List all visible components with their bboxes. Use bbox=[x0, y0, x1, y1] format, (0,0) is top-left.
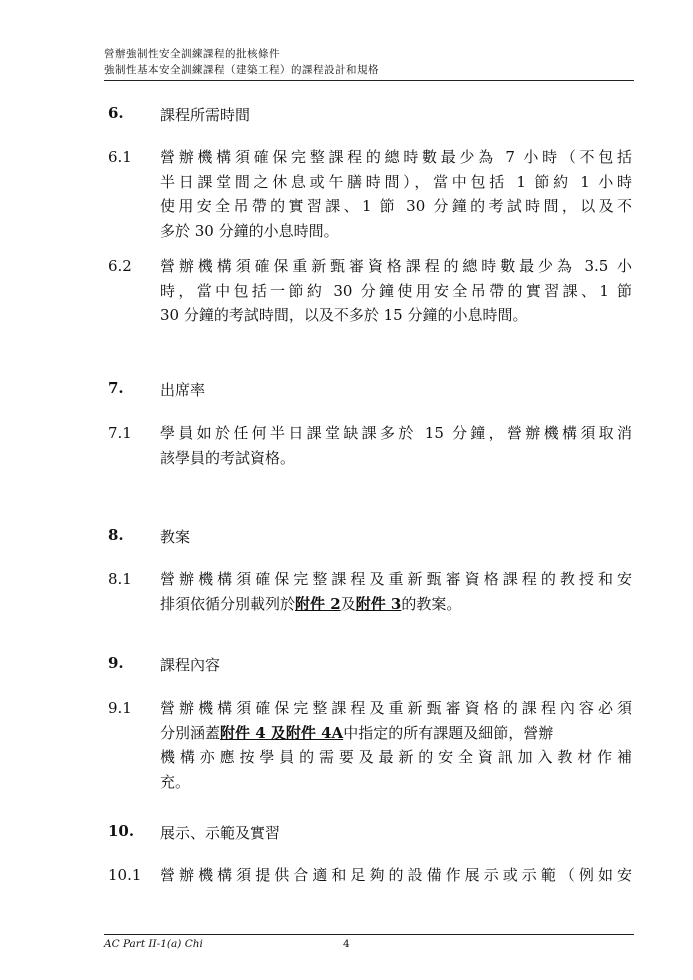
text-segment: 中指定的所有課題及細節，營辦 bbox=[343, 723, 554, 742]
section-title: 教案 bbox=[160, 528, 191, 546]
section-number: 10. bbox=[108, 822, 135, 840]
header-divider bbox=[104, 80, 634, 81]
text-line: 時，當中包括一節約 30 分鐘使用安全吊帶的實習課、1 節 bbox=[160, 281, 632, 300]
section-number: 7. bbox=[108, 379, 124, 397]
text-line: 半日課堂間之休息或午膳時間），當中包括 1 節約 1 小時 bbox=[160, 172, 632, 191]
text-line: 營辦機構須確保完整課程的總時數最少為 7 小時（不包括 bbox=[160, 148, 632, 166]
section-title: 展示、示範及實習 bbox=[160, 824, 281, 842]
section-number: 8. bbox=[108, 526, 124, 544]
text-line: 學員如於任何半日課堂缺課多於 15 分鐘，營辦機構須取消 bbox=[160, 424, 632, 442]
text-line bbox=[160, 592, 632, 617]
section-title: 課程所需時間 bbox=[160, 106, 251, 124]
text-segment: 排須依循分別載列於 bbox=[160, 594, 296, 613]
paragraph-number: 9.1 bbox=[108, 699, 132, 717]
text-line bbox=[160, 721, 632, 746]
appendix-4-link[interactable]: 附件 4 及附件 4A bbox=[220, 723, 344, 742]
section-number: 9. bbox=[108, 654, 124, 672]
section-number: 6. bbox=[108, 104, 124, 122]
document-id: AC Part II-1(a) Chi bbox=[104, 938, 203, 950]
text-line: 營辦機構須確保重新甄審資格課程的總時數最少為 3.5 小 bbox=[160, 257, 632, 275]
footer-divider bbox=[104, 934, 634, 935]
text-line: 該學員的考試資格。 bbox=[160, 448, 296, 467]
paragraph-number: 6.1 bbox=[108, 148, 132, 166]
text-line: 使用安全吊帶的實習課、1 節 30 分鐘的考試時間，以及不 bbox=[160, 197, 632, 215]
appendix-2-link[interactable]: 附件 2 bbox=[295, 594, 341, 613]
section-title: 出席率 bbox=[160, 381, 206, 399]
section-title: 課程內容 bbox=[160, 656, 221, 674]
text-segment: 分別涵蓋 bbox=[160, 723, 221, 742]
text-line: 機構亦應按學員的需要及最新的安全資訊加入教材作補 bbox=[160, 748, 632, 766]
paragraph-number: 10.1 bbox=[108, 866, 142, 884]
header-line-1: 營辦強制性安全訓練課程的批核條件 bbox=[104, 48, 280, 60]
text-segment: 的教案。 bbox=[401, 594, 462, 613]
text-segment: 及 bbox=[340, 594, 356, 613]
paragraph-number: 8.1 bbox=[108, 570, 132, 588]
appendix-3-link[interactable]: 附件 3 bbox=[355, 594, 402, 613]
text-line: 營辦機構須提供合適和足夠的設備作展示或示範（例如安 bbox=[160, 866, 632, 884]
paragraph-number: 7.1 bbox=[108, 424, 132, 442]
paragraph-number: 6.2 bbox=[108, 257, 132, 275]
text-line: 多於 30 分鐘的小息時間。 bbox=[160, 221, 339, 240]
text-line: 充。 bbox=[160, 772, 191, 791]
running-header bbox=[104, 46, 634, 78]
page-number: 4 bbox=[343, 938, 350, 950]
text-line: 營辦機構須確保完整課程及重新甄審資格的課程內容必須 bbox=[160, 699, 632, 717]
text-line: 營辦機構須確保完整課程及重新甄審資格課程的教授和安 bbox=[160, 570, 632, 588]
text-line: 30 分鐘的考試時間，以及不多於 15 分鐘的小息時間。 bbox=[160, 306, 528, 324]
header-line-2: 強制性基本安全訓練課程（建築工程）的課程設計和規格 bbox=[104, 64, 379, 76]
